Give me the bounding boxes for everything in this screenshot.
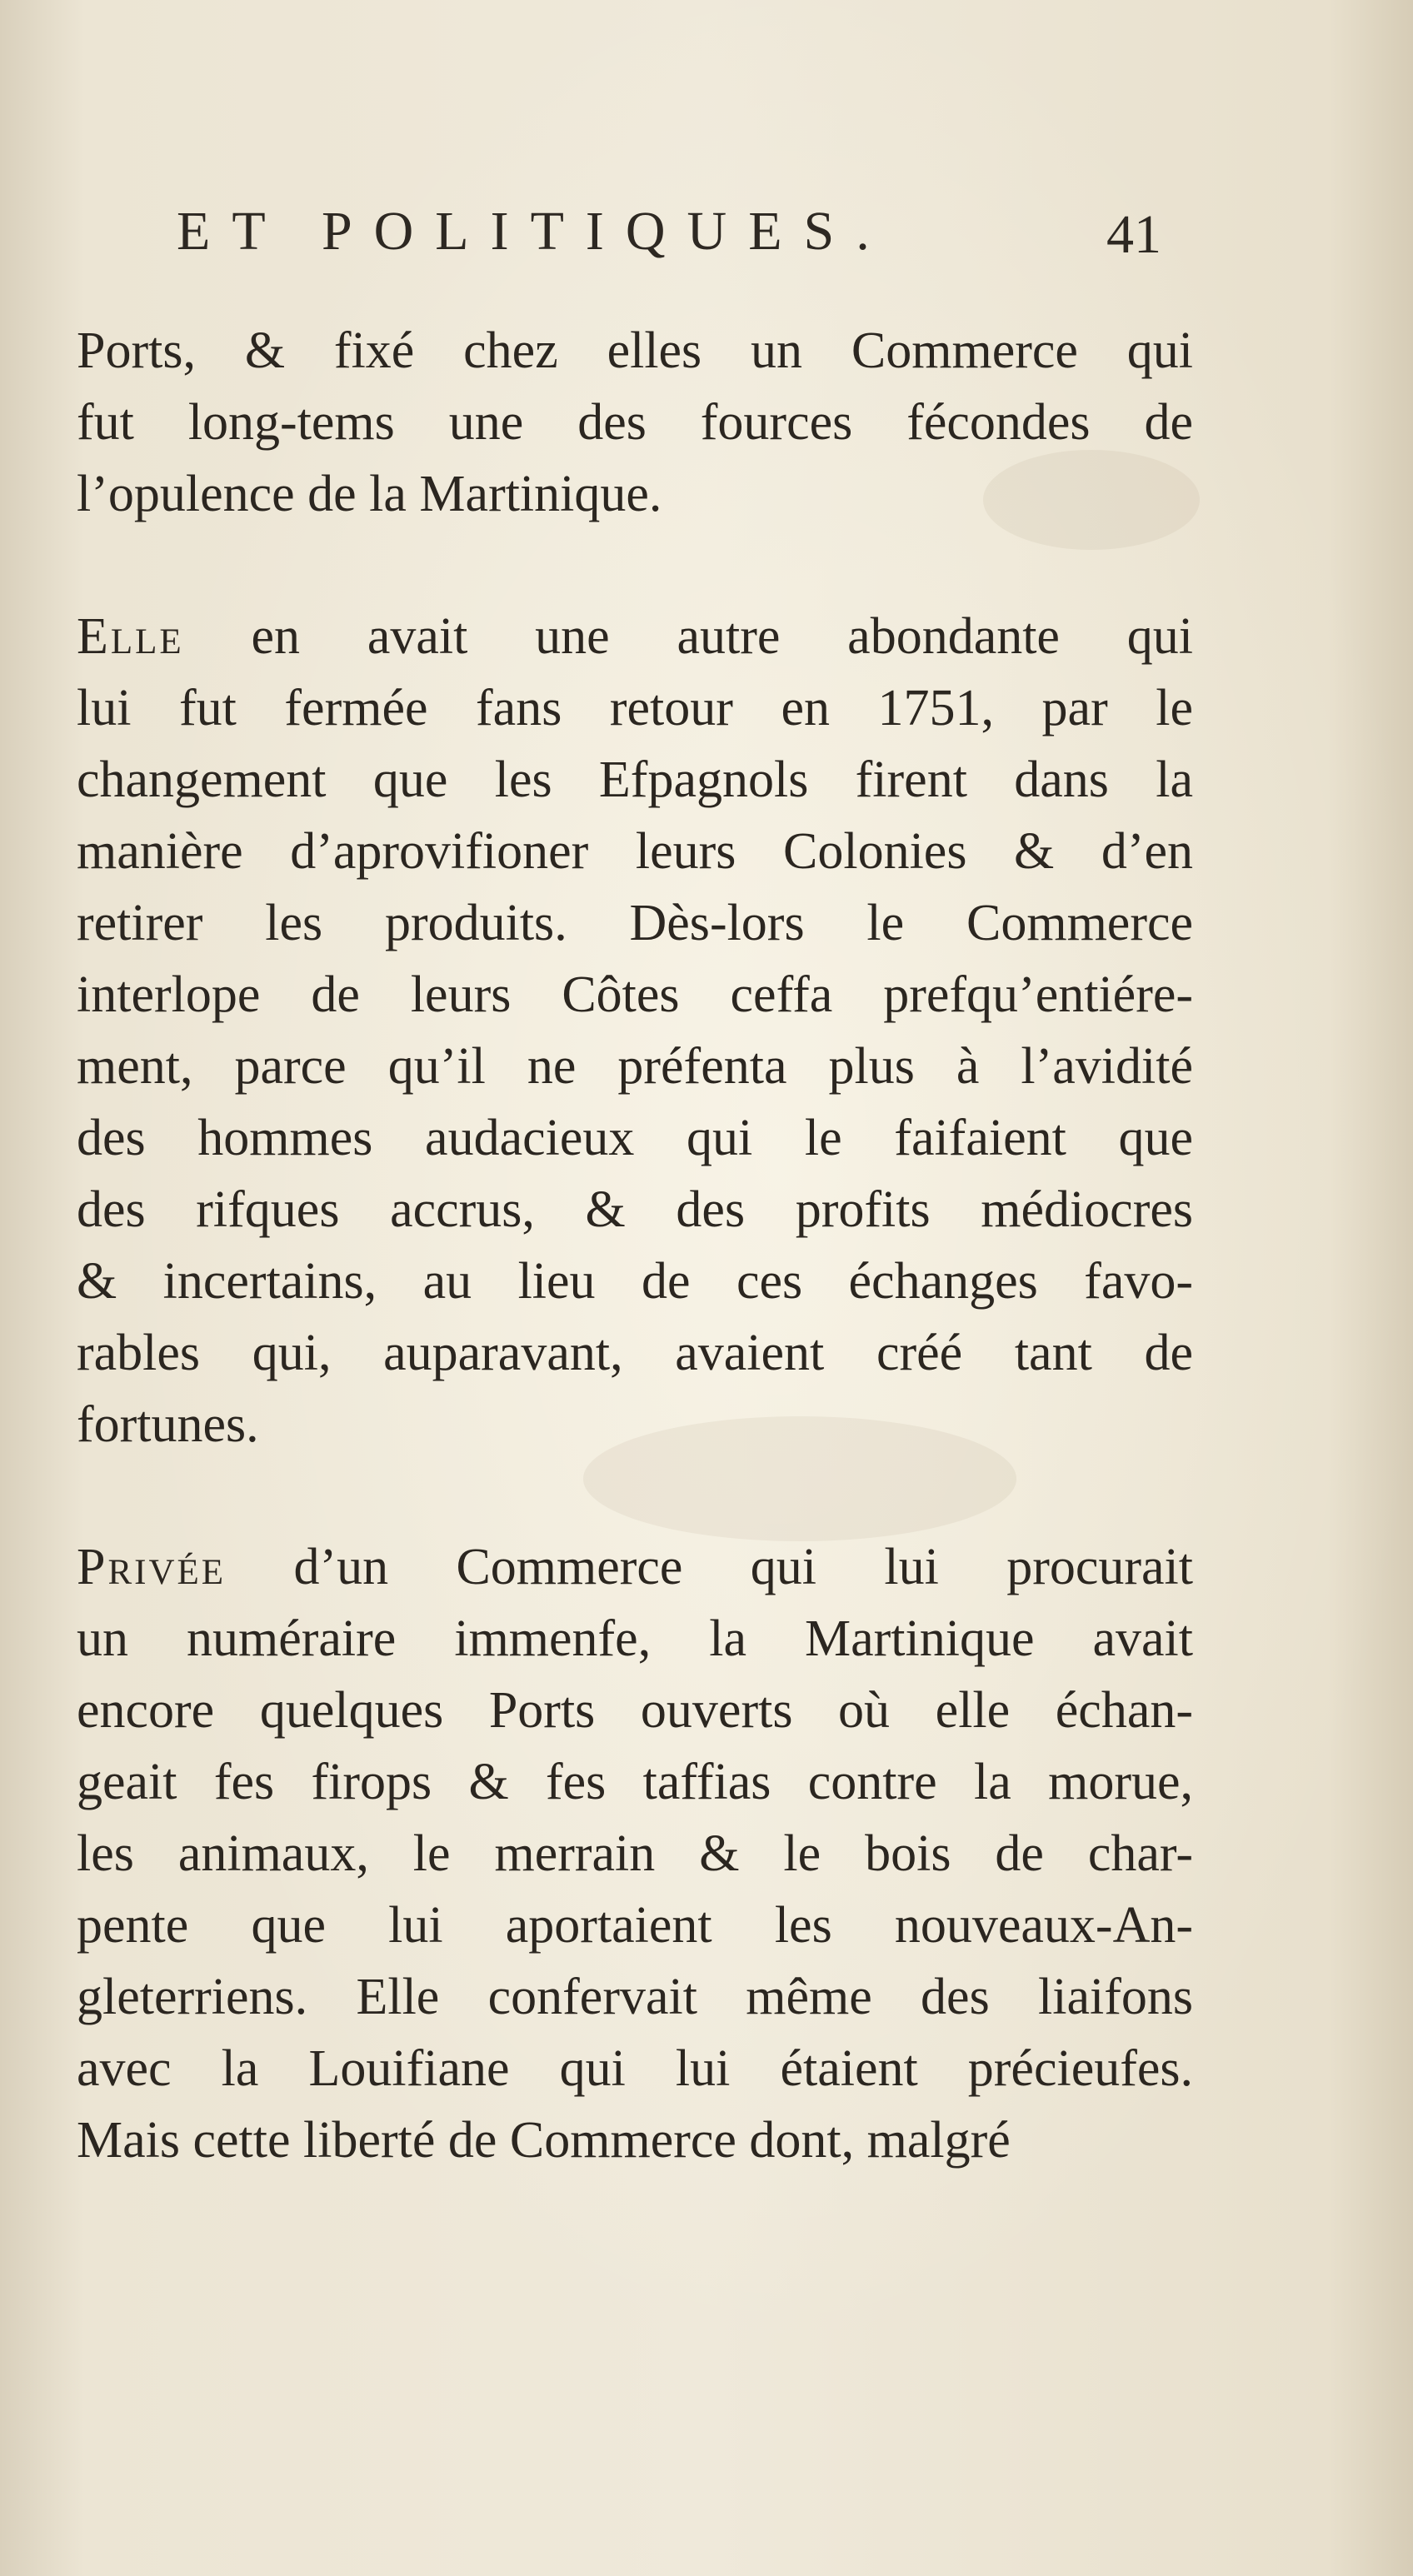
line-text: avec la Louifiane qui lui étaient précieufes. xyxy=(77,2040,1193,2097)
paragraph-lead-word: Elle xyxy=(77,608,184,665)
line-text: geait fes firops & fes taffias contre la morue, xyxy=(77,1754,1193,1810)
line-text: fut long-tems une des fources fécondes de xyxy=(77,394,1193,451)
text-line xyxy=(77,1890,1193,1961)
running-head-title: ET POLITIQUES. xyxy=(177,201,891,262)
body-text xyxy=(77,315,1193,2176)
line-text: les animaux, le merrain & le bois de char- xyxy=(77,1825,1193,1882)
text-line xyxy=(77,1961,1193,2033)
text-line xyxy=(77,315,1193,387)
line-text: en avait une autre abondante qui xyxy=(183,608,1193,665)
text-line xyxy=(77,387,1193,458)
text-line xyxy=(77,1317,1193,1389)
line-text: ment, parce qu’il ne préfenta plus à l’avidité xyxy=(77,1038,1193,1095)
line-text: & incertains, au lieu de ces échanges favo- xyxy=(77,1253,1193,1310)
paragraph xyxy=(77,1531,1193,2176)
text-line xyxy=(77,1603,1193,1675)
text-line xyxy=(77,458,1193,530)
line-text: changement que les Efpagnols firent dans la xyxy=(77,751,1193,808)
text-line xyxy=(77,2033,1193,2104)
line-text: encore quelques Ports ouverts où elle échan- xyxy=(77,1682,1193,1739)
line-text: retirer les produits. Dès-lors le Commerce xyxy=(77,895,1193,951)
line-text: manière d’aprovifioner leurs Colonies & d’en xyxy=(77,823,1193,880)
page-number: 41 xyxy=(1106,204,1161,265)
line-text: d’un Commerce qui lui procurait xyxy=(226,1539,1193,1595)
line-text: lui fut fermée fans retour en 1751, par le xyxy=(77,680,1193,736)
text-line xyxy=(77,1531,1193,1603)
paragraph xyxy=(77,601,1193,1460)
line-text: l’opulence de la Martinique. xyxy=(77,466,662,522)
text-line xyxy=(77,744,1193,816)
line-text: gleterriens. Elle confervait même des liaifons xyxy=(77,1969,1193,2025)
running-head xyxy=(0,198,1413,265)
text-line xyxy=(77,1746,1193,1818)
paragraph-lead-word: Privée xyxy=(77,1539,227,1595)
text-line xyxy=(77,1246,1193,1317)
line-text: des rifques accrus, & des profits médiocres xyxy=(77,1181,1193,1238)
line-text: un numéraire immenfe, la Martinique avait xyxy=(77,1610,1193,1667)
text-line xyxy=(77,1675,1193,1746)
line-text: rables qui, auparavant, avaient créé tant de xyxy=(77,1325,1193,1381)
line-text: des hommes audacieux qui le faifaient que xyxy=(77,1110,1193,1166)
text-line xyxy=(77,1389,1193,1460)
line-text: interlope de leurs Côtes ceffa prefqu’entiére- xyxy=(77,966,1193,1023)
text-line xyxy=(77,1102,1193,1174)
text-line xyxy=(77,959,1193,1031)
text-line xyxy=(77,601,1193,672)
line-text: Mais cette liberté de Commerce dont, malgré xyxy=(77,2112,1011,2169)
text-line xyxy=(77,1818,1193,1890)
text-line xyxy=(77,2104,1193,2176)
line-text: fortunes. xyxy=(77,1396,259,1453)
line-text: pente que lui aportaient les nouveaux-An- xyxy=(77,1897,1193,1954)
paragraph xyxy=(77,315,1193,530)
text-line xyxy=(77,672,1193,744)
text-line xyxy=(77,887,1193,959)
line-text: Ports, & fixé chez elles un Commerce qui xyxy=(77,322,1193,379)
text-line xyxy=(77,816,1193,887)
text-line xyxy=(77,1174,1193,1246)
text-line xyxy=(77,1031,1193,1102)
